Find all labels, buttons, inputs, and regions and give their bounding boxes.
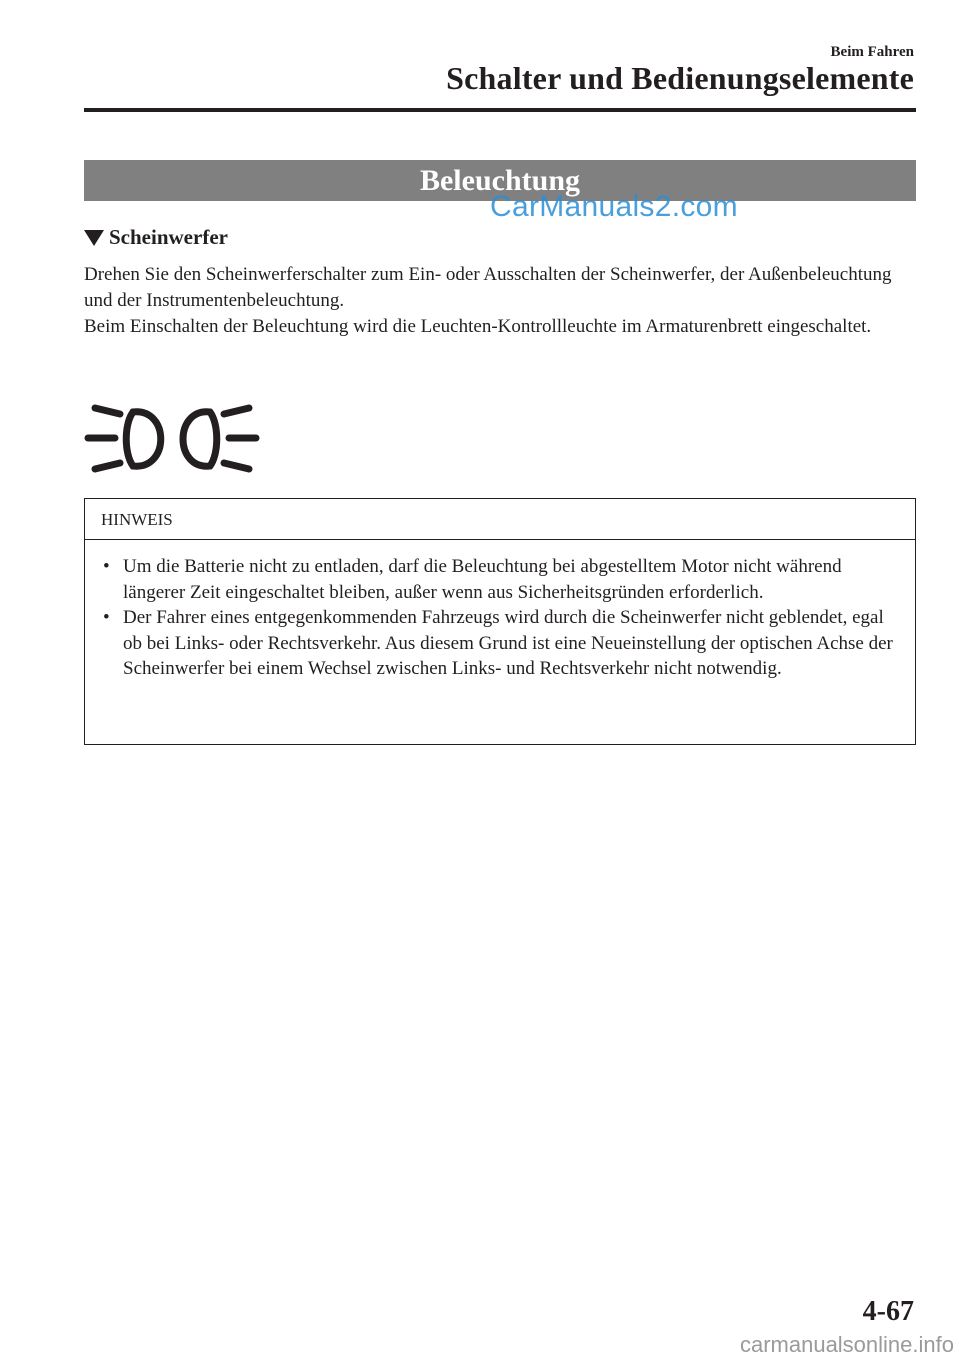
note-box bbox=[84, 498, 916, 745]
subheading-label: Scheinwerfer bbox=[109, 225, 228, 249]
list-item-text: Der Fahrer eines entgegenkommenden Fahrzeugs wird durch die Scheinwerfer nicht geblendet, egal ob bei Links- oder Rechtsverkehr. Aus diesem Grund ist eine Neueinstellung der optischen Achse der Scheinwerfer bei einem Wechsel zwischen Links- und Rechtsverkehr nicht notwendig. bbox=[123, 607, 893, 679]
triangle-down-icon bbox=[84, 230, 104, 246]
page-title: Schalter und Bedienungselemente bbox=[446, 60, 914, 96]
paragraph: Beim Einschalten der Beleuchtung wird die Leuchten-Kontrollleuchte im Armaturenbrett eingeschaltet. bbox=[84, 316, 872, 337]
list-item bbox=[101, 605, 895, 682]
chapter-label: Beim Fahren bbox=[830, 44, 914, 60]
header-divider bbox=[84, 108, 916, 112]
section-title: Beleuchtung bbox=[84, 160, 916, 201]
watermark-bottom: carmanualsonline.info bbox=[739, 1332, 954, 1357]
bullet: • bbox=[103, 556, 110, 577]
bullet: • bbox=[103, 607, 110, 628]
note-list bbox=[85, 540, 915, 682]
watermark-top: CarManuals2.com bbox=[490, 190, 738, 223]
list-item bbox=[101, 554, 895, 605]
subheading bbox=[84, 225, 228, 250]
list-item-text: Um die Batterie nicht zu entladen, darf die Beleuchtung bei abgestelltem Motor nicht während längerer Zeit eingeschaltet bleiben, außer wenn aus Sicherheitsgründen erforderlich. bbox=[123, 556, 842, 603]
body-text bbox=[84, 262, 916, 340]
note-title: HINWEIS bbox=[85, 499, 915, 540]
paragraph: Drehen Sie den Scheinwerferschalter zum Ein- oder Ausschalten der Scheinwerfer, der Außenbeleuchtung und der Instrumentenbeleuchtung. bbox=[84, 264, 892, 311]
headlight-indicator-icon bbox=[84, 398, 260, 485]
page-number: 4-67 bbox=[862, 1296, 914, 1327]
